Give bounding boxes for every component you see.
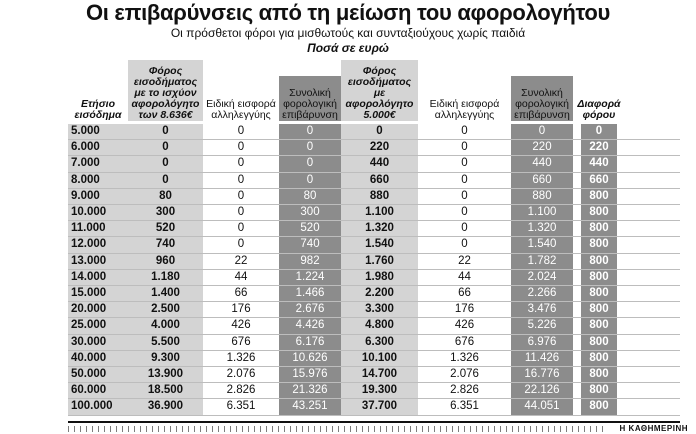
table-cell: 0 (237, 222, 245, 234)
table-cell: 1.540 (365, 238, 394, 250)
table-cell: 800 (589, 255, 609, 267)
table-cell: 800 (589, 352, 609, 364)
table-cell: 36.900 (147, 400, 184, 412)
table-cell: 9.300 (151, 352, 180, 364)
table-cell: 5.000 (71, 125, 100, 137)
table-cell: 800 (589, 303, 609, 315)
table-cell: 2.500 (151, 303, 180, 315)
table-cell: 740 (155, 238, 176, 250)
table-cell: 1.224 (295, 271, 325, 283)
table-cell: 0 (461, 174, 468, 186)
table-cell: 10.000 (71, 206, 107, 218)
table-cell: 40.000 (71, 352, 107, 364)
bottom-rule (68, 421, 680, 423)
table-cell: 6.176 (295, 336, 325, 348)
table-cell: 2.076 (226, 368, 256, 380)
table-cell: 440 (532, 157, 552, 169)
table-cell: 80 (303, 190, 317, 202)
table-cell: 9.000 (71, 190, 100, 202)
table-cell: 0 (538, 125, 546, 137)
table-cell: 0 (237, 141, 245, 153)
table-cell: 1.326 (450, 352, 479, 364)
table-cell: 12.000 (71, 238, 107, 250)
table-cell: 0 (306, 125, 314, 137)
table-cell: 14.700 (361, 368, 398, 380)
table-cell: 0 (162, 174, 169, 186)
table-cell: 22.126 (524, 384, 560, 396)
table-cell: 2.200 (365, 287, 394, 299)
column-header-7: Συνολική φορολογική επιβάρυνση (511, 76, 573, 121)
table-cell: 0 (237, 157, 245, 169)
table-cell: 660 (532, 174, 552, 186)
currency-note: Ποσά σε ευρώ (307, 41, 389, 55)
column-header-4: Συνολική φορολογική επιβάρυνση (279, 76, 341, 121)
table-cell: 60.000 (71, 384, 107, 396)
table-cell: 800 (589, 206, 609, 218)
table-cell: 1.400 (151, 287, 180, 299)
table-cell: 1.320 (365, 222, 394, 234)
table-cell: 15.976 (292, 368, 328, 380)
table-cell: 4.426 (295, 319, 325, 331)
table-cell: 800 (589, 190, 609, 202)
table-cell: 740 (300, 238, 320, 250)
table-cell: 0 (162, 157, 169, 169)
table-cell: 176 (231, 303, 251, 315)
table-cell: 10.100 (361, 352, 398, 364)
table-cell: 25.000 (71, 319, 107, 331)
table-cell: 3.476 (527, 303, 557, 315)
table-cell: 44 (234, 271, 248, 283)
table-cell: 800 (589, 384, 609, 396)
table-cell: 0 (162, 125, 169, 137)
table-cell: 44.051 (524, 400, 560, 412)
table-cell: 0 (461, 206, 468, 218)
table-cell: 5.500 (151, 336, 180, 348)
table-cell: 6.976 (527, 336, 557, 348)
table-cell: 100.000 (71, 400, 113, 412)
table-cell: 0 (595, 125, 603, 137)
table-cell: 66 (234, 287, 248, 299)
table-cell: 22 (234, 255, 248, 267)
table-cell: 0 (461, 222, 468, 234)
table-cell: 14.000 (71, 271, 107, 283)
table-cell: 1.100 (527, 206, 557, 218)
table-cell: 1.100 (365, 206, 394, 218)
column-header-3: Ειδική εισφορά αλληλεγγύης (206, 98, 276, 121)
table-cell: 50.000 (71, 368, 107, 380)
table-cell: 80 (159, 190, 172, 202)
table-cell: 220 (369, 141, 390, 153)
table-cell: 960 (155, 255, 176, 267)
table-cell: 30.000 (71, 336, 107, 348)
table-cell: 800 (589, 271, 609, 283)
table-cell: 676 (231, 336, 251, 348)
table-cell: 520 (155, 222, 176, 234)
table-cell: 440 (589, 157, 609, 169)
table-title: Οι επιβαρύνσεις από τη μείωση του αφορολογήτου (85, 0, 611, 25)
table-cell: 11.000 (71, 222, 106, 234)
table-cell: 982 (300, 255, 320, 267)
table-cell: 13.000 (71, 255, 107, 267)
table-cell: 2.676 (295, 303, 325, 315)
table-cell: 0 (237, 238, 245, 250)
table-cell: 6.351 (450, 400, 479, 412)
table-cell: 0 (237, 174, 245, 186)
table-cell: 800 (589, 400, 609, 412)
table-cell: 1.320 (527, 222, 557, 234)
table-cell: 22 (458, 255, 471, 267)
table-cell: 44 (458, 271, 471, 283)
table-cell: 880 (369, 190, 390, 202)
table-cell: 1.760 (365, 255, 394, 267)
table-cell: 1.540 (527, 238, 557, 250)
table-cell: 520 (300, 222, 320, 234)
table-cell: 426 (454, 319, 475, 331)
table-cell: 3.300 (365, 303, 394, 315)
table-cell: 0 (461, 125, 468, 137)
table-cell: 21.326 (292, 384, 328, 396)
table-cell: 2.024 (527, 271, 557, 283)
table-cell: 800 (589, 336, 609, 348)
table-cell: 440 (369, 157, 390, 169)
table-cell: 0 (237, 206, 245, 218)
table-cell: 5.226 (527, 319, 557, 331)
table-cell: 220 (589, 141, 609, 153)
table-cell: 2.826 (226, 384, 256, 396)
table-cell: 11.426 (524, 352, 560, 364)
table-cell: 1.180 (151, 271, 180, 283)
table-cell: 10.626 (292, 352, 328, 364)
table-cell: 0 (461, 238, 468, 250)
table-cell: 19.300 (361, 384, 398, 396)
table-cell: 220 (532, 141, 552, 153)
table-cell: 15.000 (71, 287, 107, 299)
table-cell: 0 (376, 125, 383, 137)
column-header-1: Ετήσιο εισόδημα (74, 98, 122, 121)
table-cell: 300 (155, 206, 176, 218)
table-cell: 2.076 (450, 368, 479, 380)
table-cell: 37.700 (361, 400, 398, 412)
table-cell: 1.326 (226, 352, 256, 364)
table-cell: 18.500 (147, 384, 184, 396)
row-divider (68, 415, 680, 416)
table-cell: 800 (589, 238, 609, 250)
column-header-8: Διαφορά φόρου (577, 98, 621, 121)
table-cell: 800 (589, 287, 609, 299)
table-cell: 2.826 (450, 384, 479, 396)
table-cell: 6.300 (365, 336, 394, 348)
table-cell: 660 (589, 174, 609, 186)
table-cell: 4.000 (151, 319, 180, 331)
table-cell: 676 (454, 336, 475, 348)
table-cell: 800 (589, 368, 609, 380)
table-cell: 4.800 (365, 319, 394, 331)
table-cell: 1.466 (295, 287, 325, 299)
table-cell: 0 (461, 190, 468, 202)
table-cell: 2.266 (527, 287, 557, 299)
table-cell: 0 (237, 190, 245, 202)
table-cell: 20.000 (71, 303, 107, 315)
table-cell: 0 (461, 141, 468, 153)
table-cell: 300 (300, 206, 320, 218)
table-cell: 43.251 (292, 400, 328, 412)
column-header-2: Φόρος εισοδήματος με το ισχύον αφορολόγητο των 8.636€ (128, 60, 203, 121)
table-cell: 176 (454, 303, 475, 315)
table-cell: 0 (306, 174, 314, 186)
table-cell: 0 (237, 125, 245, 137)
table-cell: 880 (532, 190, 552, 202)
table-cell: 0 (306, 141, 314, 153)
table-cell: 7.000 (71, 157, 100, 169)
table-cell: 0 (461, 157, 468, 169)
table-cell: 16.776 (524, 368, 560, 380)
table-cell: 6.351 (226, 400, 256, 412)
table-cell: 426 (231, 319, 251, 331)
table-subtitle: Οι πρόσθετοι φόροι για μισθωτούς και συνταξιούχους χωρίς παιδιά (170, 26, 526, 40)
publisher-credit: Η ΚΑΘΗΜΕΡΙΝΗ (619, 424, 688, 433)
table-cell: 1.782 (527, 255, 557, 267)
table-cell: 66 (458, 287, 471, 299)
table-cell: 6.000 (71, 141, 100, 153)
table-cell: 800 (589, 319, 609, 331)
decorative-ticks (68, 426, 608, 432)
table-cell: 0 (306, 157, 314, 169)
table-cell: 8.000 (71, 174, 100, 186)
table-cell: 13.900 (147, 368, 184, 380)
table-cell: 800 (589, 222, 609, 234)
column-header-5: Φόρος εισοδήματος με αφορολόγητο 5.000€ (341, 60, 418, 121)
table-cell: 660 (369, 174, 390, 186)
column-header-6: Ειδική εισφορά αλληλεγγύης (429, 98, 500, 121)
table-cell: 0 (162, 141, 169, 153)
table-cell: 1.980 (365, 271, 394, 283)
